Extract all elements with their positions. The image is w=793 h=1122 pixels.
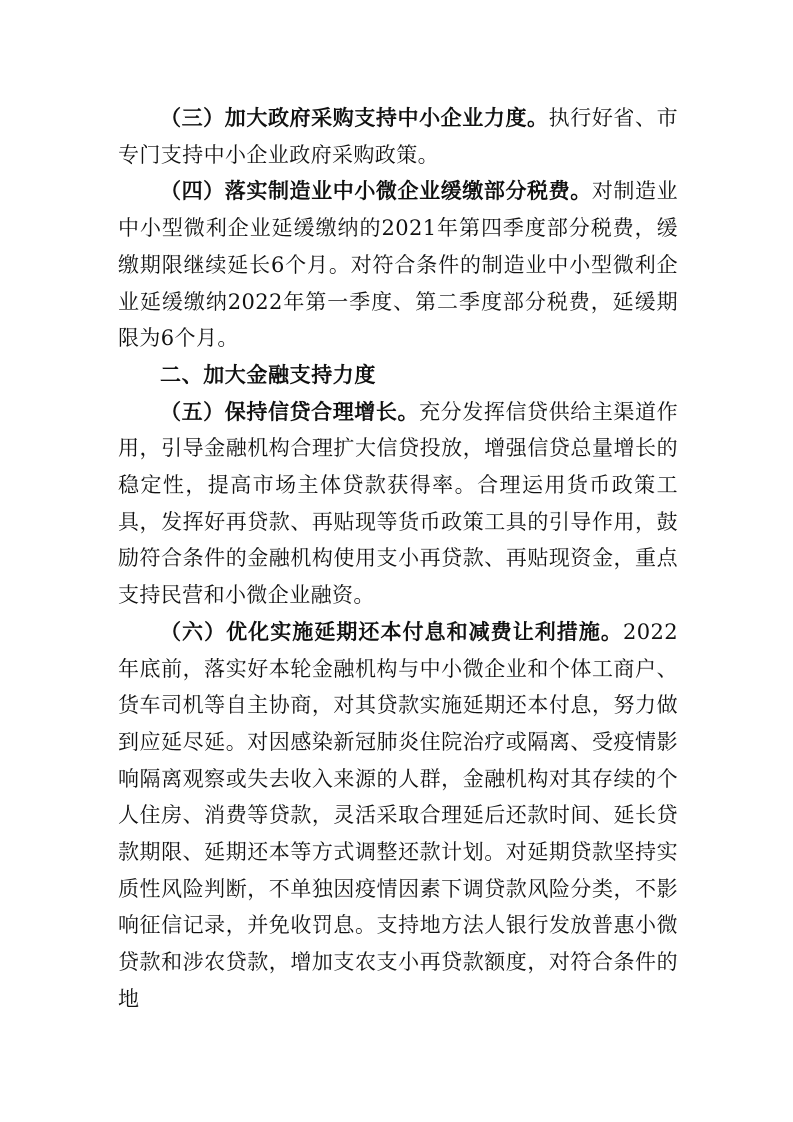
paragraph-5-body: 充分发挥信贷供给主渠道作用，引导金融机构合理扩大信贷投放，增强信贷总量增长的稳定性，提高市场主体贷款获得率。合理运用货币政策工具，发挥好再贷款、再贴现等货币政策工具的引导作用，鼓励符合条件的金融机构使用支小再贷款、再贴现资金，重点支持民营和小微企业融资。	[118, 399, 678, 608]
paragraph-5-lead: （五）保持信贷合理增长。	[160, 398, 420, 424]
paragraph-6-lead: （六）优化实施延期还本付息和减费让利措施。	[160, 618, 623, 644]
paragraph-3-body: 执行好省、市专门支持中小企业政府采购政策。	[118, 106, 678, 167]
paragraph-6-body: 2022年底前，落实好本轮金融机构与中小微企业和个体工商户、货车司机等自主协商，对其贷款实施延期还本付息，努力做到应延尽延。对因感染新冠肺炎住院治疗或隔离、受疫情影响隔离观察或失去收入来源的人群，金融机构对其存续的个人住房、消费等贷款，灵活采取合理延后还款时间、延长贷款期限、延期还本等方式调整还款计划。对延期贷款坚持实质性风险判断，不单独因疫情因素下调贷款风险分类，不影响征信记录，并免收罚息。支持地方法人银行发放普惠小微贷款和涉农贷款，增加支农支小再贷款额度，对符合条件的地	[118, 619, 678, 1011]
paragraph-5	[118, 394, 678, 614]
paragraph-6	[118, 614, 678, 1018]
paragraph-3-lead: （三）加大政府采购支持中小企业力度。	[160, 105, 549, 130]
paragraph-4-body: 对制造业中小型微利企业延缓缴纳的2021年第四季度部分税费，缓缴期限继续延长6个月。对符合条件的制造业中小型微利企业延缓缴纳2022年第一季度、第二季度部分税费，延缓期限为6个月。	[118, 179, 679, 351]
section-heading: 二、加大金融支持力度	[160, 362, 376, 387]
paragraph-4	[118, 173, 678, 357]
paragraph-4-lead: （四）落实制造业中小微企业缓缴部分税费。	[160, 178, 592, 204]
paragraph-3	[118, 100, 678, 173]
document-page	[118, 100, 678, 1018]
